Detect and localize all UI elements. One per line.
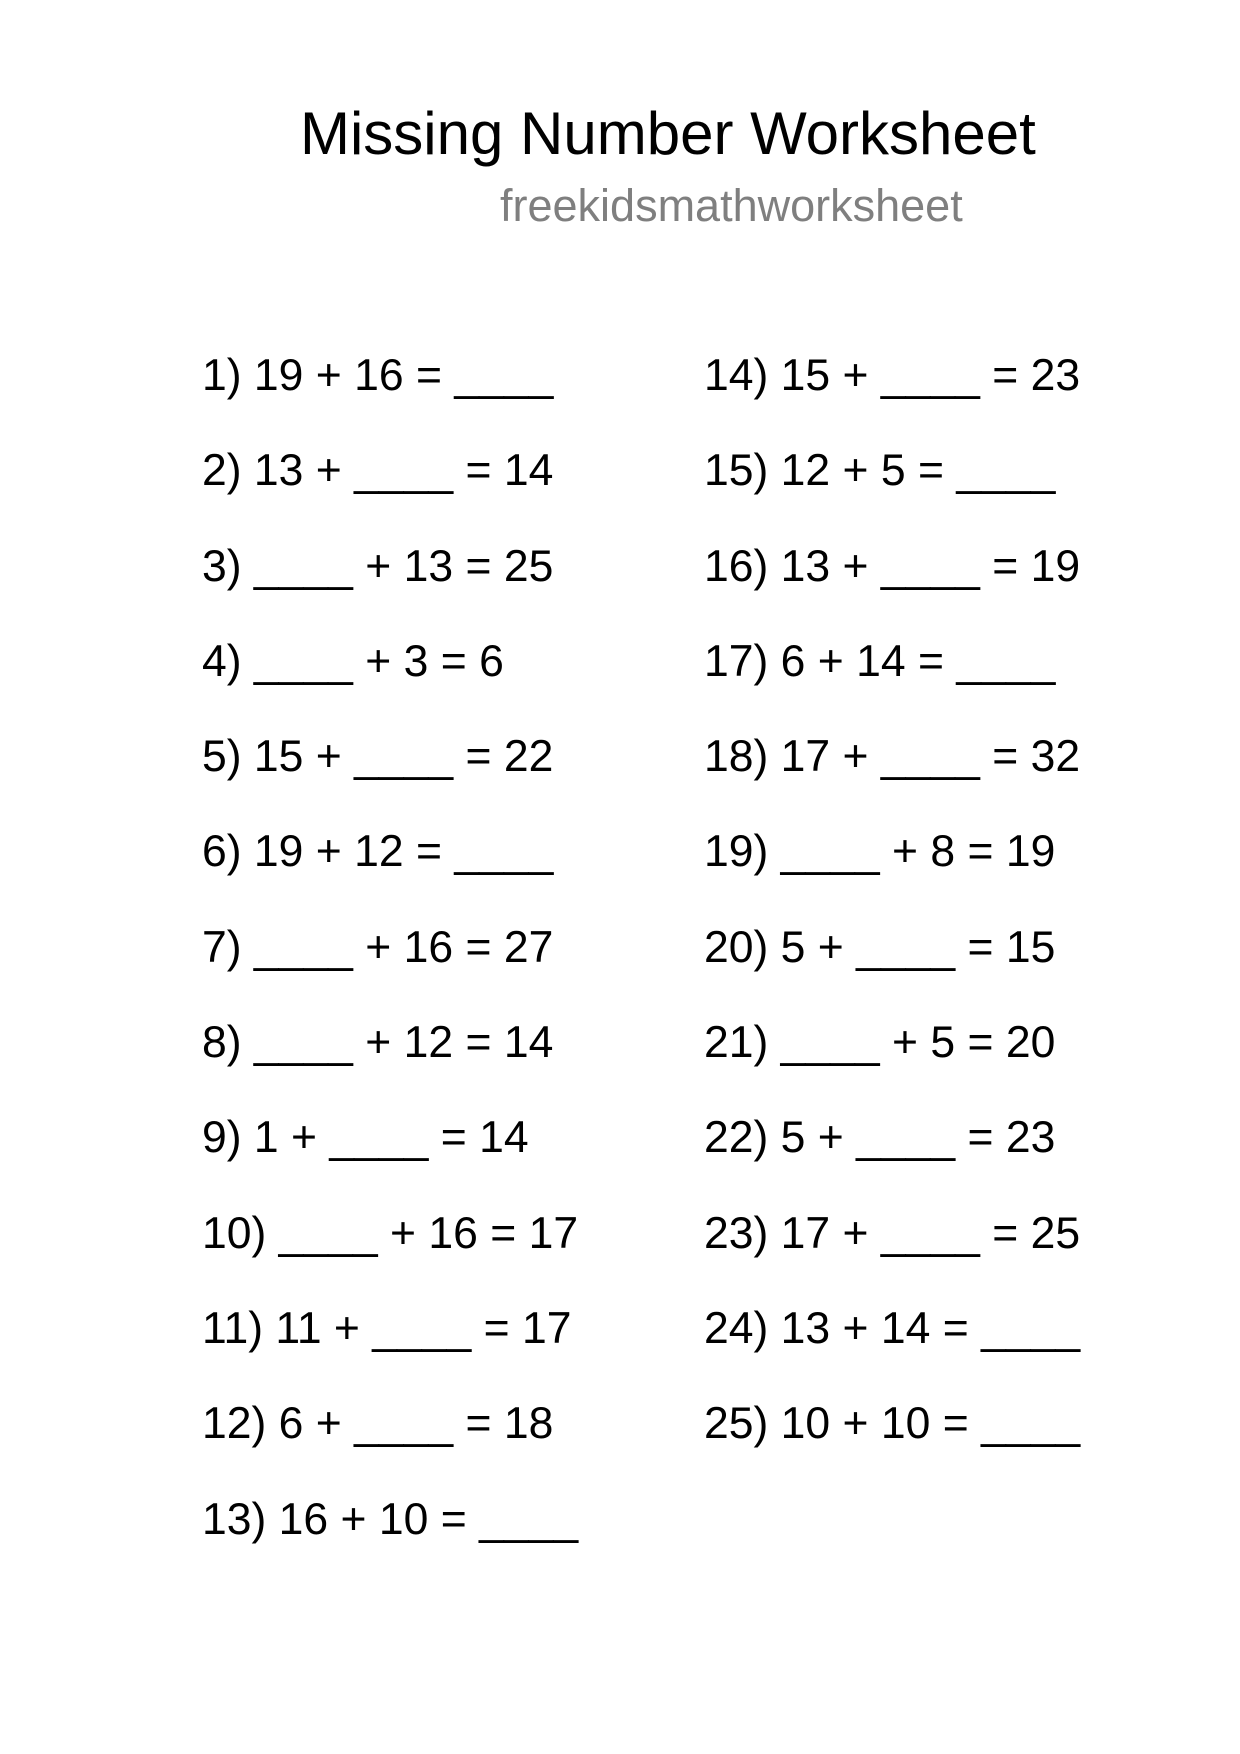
problem-item [704,539,1080,634]
problem-item [202,824,578,919]
problem-text: 25) 10 + 10 = ____ [704,1399,1081,1449]
problem-item [704,1110,1080,1205]
problem-item [202,729,578,824]
problem-item [202,348,578,443]
problem-text: 3) ____ + 13 = 25 [202,541,554,591]
problem-text: 11) 11 + ____ = 17 [202,1303,572,1353]
problem-text: 15) 12 + 5 = ____ [704,446,1056,496]
problem-item [704,1206,1080,1301]
worksheet-subtitle: freekidsmathworksheet [500,180,963,231]
problem-text: 7) ____ + 16 = 27 [202,922,554,972]
problem-item [704,1015,1080,1110]
problem-column-right [704,348,1080,1492]
problem-item [704,634,1080,729]
problem-text: 18) 17 + ____ = 32 [704,732,1081,782]
problem-text: 1) 19 + 16 = ____ [202,351,554,400]
problem-item [202,539,578,634]
problem-text: 4) ____ + 3 = 6 [202,636,504,686]
problem-text: 17) 6 + 14 = ____ [704,636,1056,686]
problem-item [202,443,578,538]
problem-text: 9) 1 + ____ = 14 [202,1113,529,1163]
problem-text: 22) 5 + ____ = 23 [704,1113,1056,1163]
problem-item [704,824,1080,919]
problem-item [704,348,1080,443]
problem-item [202,634,578,729]
problem-text: 20) 5 + ____ = 15 [704,922,1056,972]
problem-item [704,1396,1080,1491]
problem-item [704,729,1080,824]
problem-item [202,1015,578,1110]
problem-item [202,920,578,1015]
problem-item [704,443,1080,538]
problem-item [202,1110,578,1205]
problem-text: 12) 6 + ____ = 18 [202,1399,554,1449]
problem-text: 24) 13 + 14 = ____ [704,1303,1081,1353]
problem-text: 8) ____ + 12 = 14 [202,1018,554,1068]
problem-text: 16) 13 + ____ = 19 [704,541,1081,591]
problem-item [202,1492,578,1587]
problem-item [202,1206,578,1301]
problem-text: 2) 13 + ____ = 14 [202,446,554,496]
problem-item [202,1396,578,1491]
problem-text: 6) 19 + 12 = ____ [202,827,554,877]
problem-text: 10) ____ + 16 = 17 [202,1208,579,1258]
problem-text: 13) 16 + 10 = ____ [202,1494,579,1544]
problem-text: 23) 17 + ____ = 25 [704,1208,1081,1258]
problem-item [202,1301,578,1396]
problem-text: 5) 15 + ____ = 22 [202,732,554,782]
problem-item [704,1301,1080,1396]
problem-text: 21) ____ + 5 = 20 [704,1018,1056,1068]
problem-text: 19) ____ + 8 = 19 [704,827,1056,877]
problem-item [704,920,1080,1015]
worksheet-title: Missing Number Worksheet [300,100,1036,167]
problem-text: 14) 15 + ____ = 23 [704,351,1081,400]
problem-column-left [202,348,578,1587]
